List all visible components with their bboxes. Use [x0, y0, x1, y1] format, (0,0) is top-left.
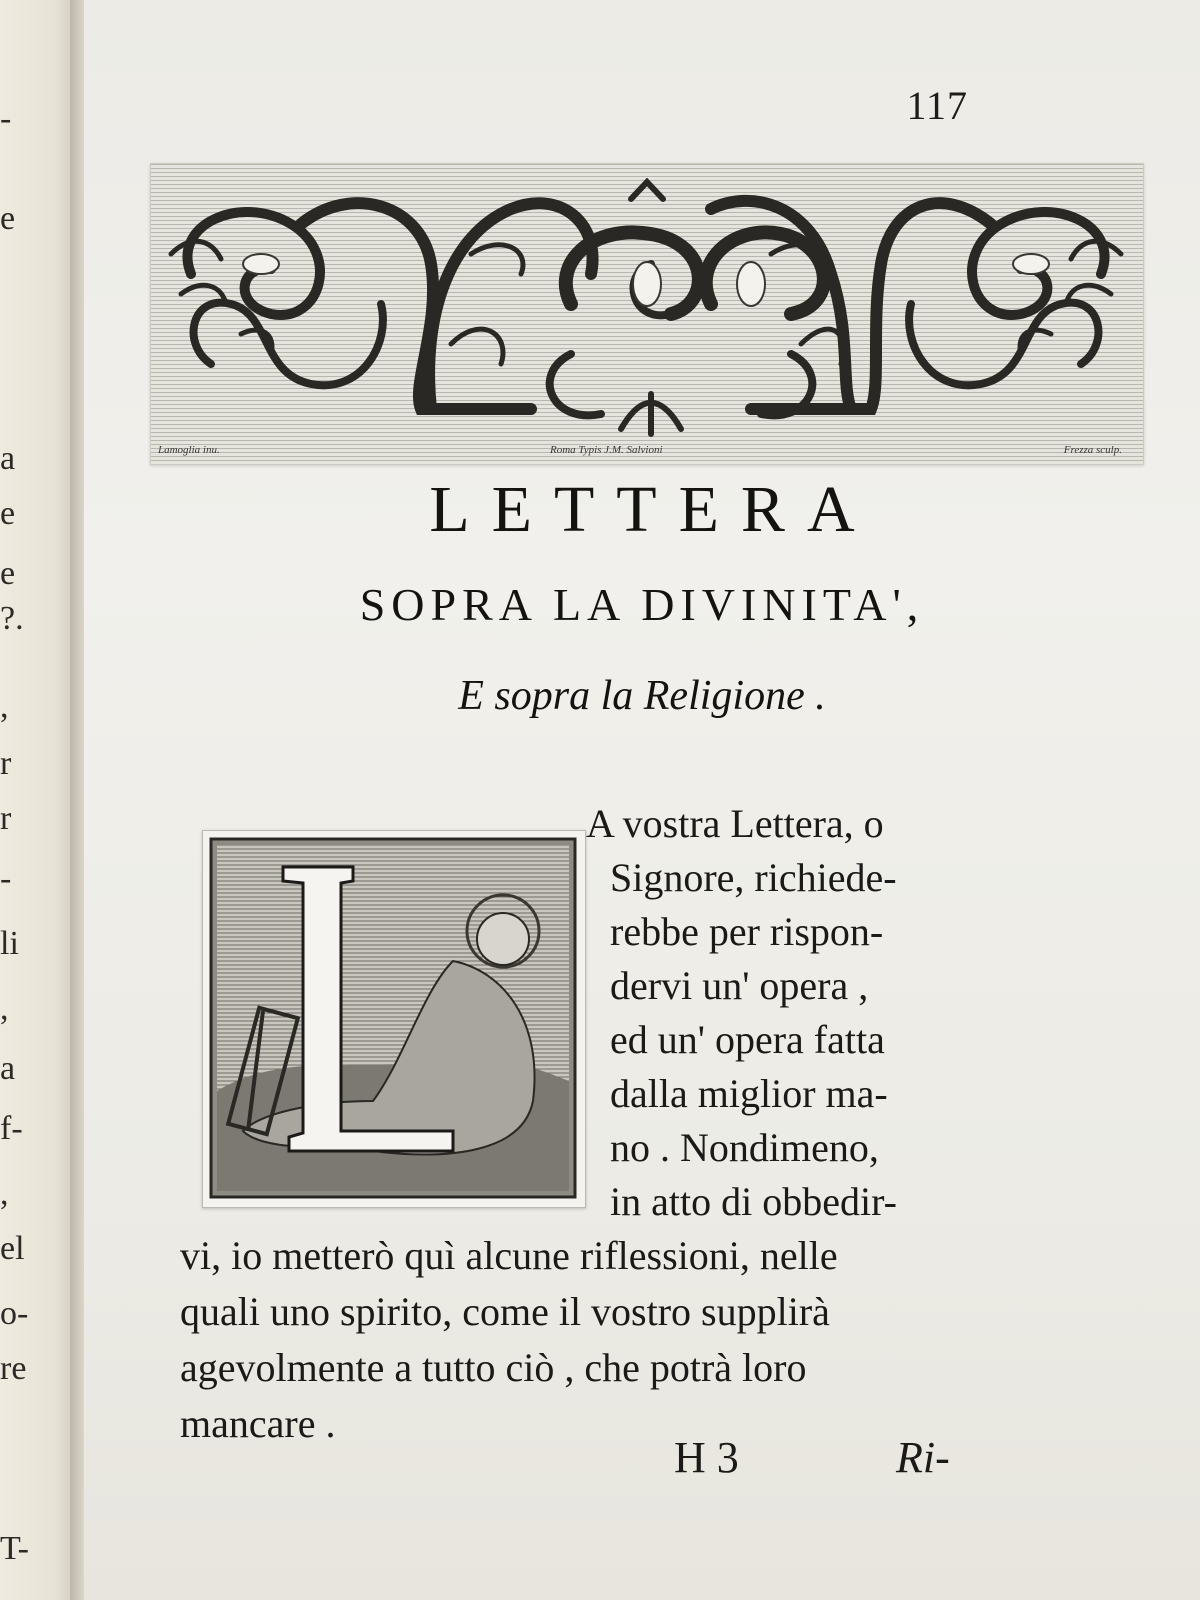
left-page-fragment: e — [0, 495, 16, 532]
credit-engraver: Frezza sculp. — [1063, 444, 1122, 456]
left-page-fragment: r — [0, 745, 12, 782]
body-line: dervi un' opera , — [610, 963, 869, 1008]
credit-printer: Roma Typis J.M. Salvioni — [550, 444, 663, 456]
left-page-fragment: re — [0, 1350, 27, 1387]
saint-with-letter-l-engraving-icon — [203, 831, 585, 1207]
body-line: vi, io metterò quì alcune riflessioni, nelle — [180, 1233, 838, 1278]
historiated-initial — [202, 830, 586, 1208]
left-page-fragment: r — [0, 800, 12, 837]
catchword: Ri- — [896, 1433, 950, 1482]
body-line: ed un' opera fatta — [610, 1017, 885, 1062]
left-page-fragment: , — [0, 990, 9, 1027]
title-subtitle: SOPRA LA DIVINITA', — [359, 579, 925, 630]
left-page-fragment: e — [0, 200, 16, 237]
left-page-fragment: ?. — [0, 600, 24, 637]
left-page-fragment: o- — [0, 1295, 29, 1332]
left-page-fragment: a — [0, 1050, 16, 1087]
body-line: Signore, richiede- — [610, 855, 897, 900]
credit-designer: Lamoglia inu. — [158, 444, 220, 456]
body-line: quali uno spirito, come il vostro supplirà — [180, 1289, 830, 1334]
left-page-fragment: a — [0, 440, 16, 477]
left-page-fragment: f- — [0, 1110, 23, 1147]
left-page-fragment: T- — [0, 1530, 29, 1567]
page-number: 117 — [906, 83, 968, 128]
left-page-fragment: , — [0, 1175, 9, 1212]
adjoining-left-page — [0, 0, 78, 1600]
body-line: in atto di obbedir- — [610, 1179, 897, 1224]
left-page-fragment: el — [0, 1230, 25, 1267]
body-line: mancare . — [180, 1401, 336, 1446]
body-line: rebbe per rispon- — [610, 909, 884, 954]
body-line: A vostra Lettera, o — [586, 801, 884, 846]
signature-mark: H 3 — [674, 1433, 739, 1482]
book-page — [84, 0, 1200, 1600]
left-page-fragment: li — [0, 925, 19, 962]
left-page-fragment: , — [0, 688, 9, 725]
left-page-fragment: e — [0, 555, 16, 592]
body-line: dalla miglior ma- — [610, 1071, 888, 1116]
acanthus-scroll-ornament-icon — [151, 164, 1143, 464]
left-page-fragment: - — [0, 100, 12, 137]
title-lettera: LETTERA — [429, 473, 877, 546]
title-religione: E sopra la Religione . — [458, 673, 826, 719]
engraved-headpiece-ornament — [150, 163, 1144, 465]
body-line: no . Nondimeno, — [610, 1125, 879, 1170]
body-line: agevolmente a tutto ciò , che potrà loro — [180, 1345, 807, 1390]
left-page-fragment: - — [0, 860, 12, 897]
engraving-credits — [150, 444, 1142, 462]
